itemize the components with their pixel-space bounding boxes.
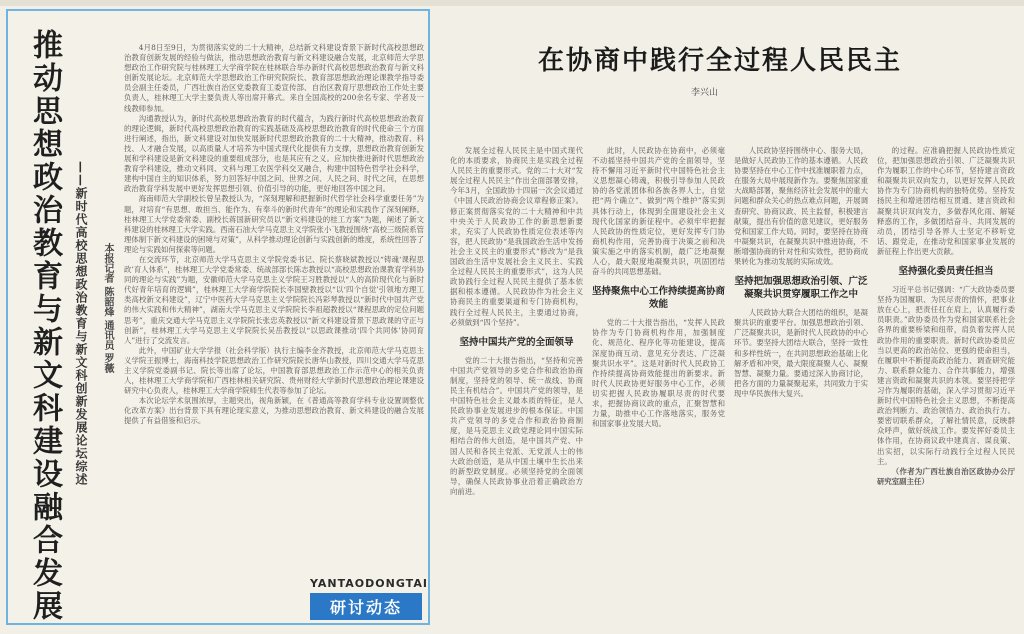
- forum-paragraph: 海南师范大学副校长曾呈教授认为，“深刻理解和把握新时代哲学社会科学重要任务”为题，对培育“有思想、敢担当、能作为、有奉斗的新时代青年”的理论和实践作了深刻阐释。桂林理工大学党委常委、副校长蒋国新研究员以“新文科建设的桂工方案”为题，阐述了新文科建设的桂林理工大学实践。西南石油大学马克思主义学院张小飞教授围绕“高校三级院系管理体制下新文科建设的困境与对策”，从科学推动理论创新与实践创新的维度，系统性回答了理论与实践如何探索等问题。: [124, 194, 424, 254]
- article-paragraph: 发展全过程人民民主是中国式现代化的本质要求，协商民主是实践全过程人民民主的重要形式。党的二十大对“发展全过程人民民主”作出全面部署安排，今年3月，全国政协十四届一次会议通过《中国人民政治协商会议章程修正案》。修正案贯彻落实党的二十大精神和中共中央关于人民政协工作的新思想新要求，充实了人民政协性质定位表述等内容，把人民政协“是我国政治生活中发扬社会主义民主的重要形式”修改为“是我国政治生活中发展社会主义民主、实践全过程人民民主的重要形式”，这为人民政协践行全过程人民民主提供了基本依据和根本遵循。人民政协作为社会主义协商民主的重要渠道和专门协商机构，践行全过程人民民主，主要通过协商，必须做到“四个坚持”。: [450, 146, 583, 327]
- reporter-byline: 本报记者 陈韶烽 通讯员 罗薇: [102, 243, 113, 374]
- article-paragraph: 习近平总书记强调：“广大政协委员要坚持为国履职、为民尽责的情怀，把事业放在心上，把责任扛在肩上，认真履行委员职责。”政协委员作为党和国家联系社会各界的重要桥梁和纽带，肩负着发挥人民政协作用的重要职责。新时代政协委员应当以更高的政治站位、更强的使命担当，在履职中不断提高政治能力、调查研究能力、联系群众能力、合作共事能力，增强建言资政和凝聚共识的本领。要坚持把学习作为履职的基础，深入学习贯彻习近平新时代中国特色社会主义思想，不断提高政治判断力、政治领悟力、政治执行力。要密切联系群众，了解社情民意，反映群众呼声，做好统战工作。要发挥好委员主体作用，在协商议政中建真言、谋良策、出实招，以实际行动践行全过程人民民主。: [877, 285, 1015, 466]
- article-paragraph: 人民政协大联合大团结的组织，是凝聚共识的重要平台。加强思想政治引领、广泛凝聚共识，是新时代人民政协的中心环节。要坚持大团结大联合，坚持一致性和多样性统一，在共同思想政治基础上化解矛盾和冲突，最大限度凝聚人心、凝聚智慧、凝聚力量。要通过深入协商讨论，把各方面的力量凝聚起来，共同致力于实现中华民族伟大复兴。: [734, 308, 868, 398]
- article-author: 李兴山: [691, 88, 719, 98]
- democracy-article: [436, 9, 1020, 625]
- article-paragraph: 的过程。应准确把握人民政协性质定位，把加强思想政治引领、广泛凝聚共识作为履职工作的中心环节，坚持建言资政和凝聚共识双向发力，以更好发挥人民政协作为专门协商机构的独特优势。坚持发扬民主和增进团结相互贯通、建言资政和凝聚共识双向发力，多做春风化雨、解疑释惑的工作，多做团结奋斗、共同发展的动员，团结引导各界人士坚定不移听党话、跟党走，在推动党和国家事业发展的新征程上作出更大贡献。: [877, 146, 1015, 256]
- article-paragraph: 人民政协坚持围绕中心、服务大局，是做好人民政协工作的基本遵循。人民政协要坚持在中心工作中找准履职着力点，在服务大局中展现新作为。要聚焦国家重大战略部署，聚焦经济社会发展中的重大问题和群众关心的热点难点问题，开展调查研究、协商议政、民主监督，积极建言献策，提出有价值的意见建议，更好服务党和国家工作大局。同时，要坚持在协商中凝聚共识，在凝聚共识中推进协商，不断增强协商的针对性和实效性，把协商成果转化为推动发展的实际成效。: [734, 146, 868, 267]
- forum-paragraph: 此外，中国矿业大学学报（社会科学版）执行主编李金齐教授，北京师范大学马克思主义学院王振博士，海南科技学院思想政治工作研究院院长唐华山教授，四川交通大学马克思主义学院党委副书记、院长等出席了论坛，中国教育部思想政治工作示范中心的相关负责人，桂林理工大学商学院和广西桂林相关研究院、贵州财经大学新时代思想政治理论课建设研究中心负责人，桂林理工大学商学院师生代表等参加了论坛。: [124, 345, 424, 396]
- forum-body: [124, 43, 428, 603]
- forum-paragraph: 本次论坛学术氛围浓厚，主题突出，视角新颖，在《普通高等教育学科专业设置调整优化改革方案》出台背景下具有理论现实意义，为推动思想政治教育、新文科建设的融合发展提供了有益借鉴和启示。: [124, 396, 424, 426]
- article-column-1: [450, 146, 583, 616]
- column-brand: [310, 577, 428, 621]
- section-heading-3: 坚持把加强思想政治引领、广泛凝聚共识贯穿履职工作之中: [734, 276, 868, 301]
- article-paragraph: 党的二十大报告指出，“坚持和完善中国共产党领导的多党合作和政治协商制度，坚持党的领导、统一战线、协商民主有机结合”。中国共产党的领导，是中国特色社会主义最本质的特征，是人民政协事业发展进步的根本保证。中国共产党领导的多党合作和政治协商制度，是马克思主义政党理论同中国实际相结合的伟大创造，是中国共产党、中国人民和各民主党派、无党派人士的伟大政治创造，是从中国土壤中生长出来的新型政党制度。必须坚持党的全面领导，确保人民政协事业沿着正确政治方向前进。: [450, 355, 583, 496]
- article-title: 在协商中践行全过程人民民主: [537, 46, 902, 76]
- forum-paragraph: 在交流环节，北京师范大学马克思主义学院党委书记、院长蔡晓斌教授以“铸魂‘课程思政’育人体系”，桂林理工大学党委常委、统战部部长陈志教授以“高校思想政治课教育学科协同的理论与实践”为题，安徽师范大学马克思主义学院王习胜教授以“人的高阶现代化与新时代好青年培育的逻辑”，桂林理工大学商学院院长李国壁教授以“以‘四个自觉’引领地方理工类高校新文科建设”，辽宁中医药大学马克思主义学院院长冯彩琴教授以“新时代中国共产党的伟大实践和伟大精神”，湖南大学马克思主义学院院长李祖超教授以“课程思政的定位问题思考”，重庆交通大学马克思主义学院院长张忠英教授以“新文科建设背景下思政课的守正与创新”，桂林理工大学马克思主义学院院长吴岳教授以“以思政课推动‘四个共同体’协同育人”进行了交流发言。: [124, 254, 424, 345]
- forum-title: 推动思想政治教育与新文科建设融合发展: [27, 29, 62, 623]
- forum-paragraph: 4月8日至9日，为贯彻落实党的二十大精神，总结新文科建设背景下新时代高校思想政治教育创新发展的经验与做法，推动思想政治教育与新文科建设融合发展，北京师范大学思想政治工作研究院与桂林理工大学商学院在桂林联合举办新时代高校思想政治教育与新文科创新发展论坛。北京师范大学思想政治工作研究院院长、教育部思想政治理论课教学指导委员会副主任委员，广西壮族自治区党委教育工委宣传部、自治区教育厅思想政治工作处主要负责人，桂林理工大学主要负责人等出席开幕式。来自全国高校的200余名专家、学者及一线教师参加。: [124, 43, 424, 113]
- section-heading-4: 坚持强化委员责任担当: [898, 266, 994, 278]
- column-brand-en: YANTAODONGTAI: [310, 577, 428, 590]
- author-signature: （作者为广西壮族自治区政协办公厅研究室副主任）: [877, 466, 1015, 486]
- forum-review-panel: [6, 9, 430, 625]
- forum-subtitle: ——新时代高校思想政治教育与新文科创新发展论坛综述: [74, 161, 88, 486]
- article-paragraph: 此时，人民政协在协商中，必须毫不动摇坚持中国共产党的全面领导，坚持不懈用习近平新时代中国特色社会主义思想凝心铸魂，积极引导参加人民政协的各党派团体和各族各界人士，自觉把“两个确立”、做到“两个维护”落实到具体行动上，体现到全面建设社会主义现代化国家的新征程中。必须牢牢把握人民政协的性质定位，更好发挥专门协商机构作用，完善协商于决策之前和决策实施之中的落实机制，最广泛地凝聚人心，最大限度地凝聚共识，巩固团结奋斗的共同思想基础。: [592, 146, 725, 277]
- forum-paragraph: 沟通教授认为，新时代高校思想政治教育的时代蕴含，为践行新时代高校思想政治教育的理论逻辑，新时代高校思想政治教育的实践基础及高校思想政治教育的时代使命三个方面进行阐述，指出，新文科建设对加快发展新时代思想政治教育的二十大精神，推动教育、科技、人才融合发展，以高质量人才培养为中国式现代化提供有力支撑，思想政治教育创新发展和学科建设是新文科建设的重要组成部分，也是其应有之义。应加快推进新时代思想政治教育学科建设，推动文科同、文科与理工农医学科交叉融合，构建中国特色哲学社会科学，建构中国自主的知识体系，努力回答好中国之问、世界之问、人民之问、时代之问，在思想政治教育学科发展中更好发挥思想引领、价值引导的功能，更好地回答中国之问。: [124, 113, 424, 194]
- column-brand-zh: 研讨动态: [310, 593, 422, 620]
- section-heading-1: 坚持中国共产党的全面领导: [459, 336, 574, 348]
- top-strip: [0, 0, 1024, 6]
- article-paragraph: 党的二十大报告指出，“发挥人民政协作为专门协商机构作用，加强制度化、规范化、程序化等功能建设，提高深度协商互动、意见充分表达、广泛凝聚共识水平”。这是对新时代人民政协工作持续提高协商效能提出的新要求。新时代人民政协更好服务中心工作，必须切实把握人民政协履职尽责的时代要求，把握协商议政的重点，汇聚智慧和力量，助推中心工作落地落实，服务党和国家事业发展大局。: [592, 318, 725, 429]
- section-heading-2: 坚持聚焦中心工作持续提高协商效能: [592, 286, 725, 311]
- article-column-4: [877, 146, 1015, 616]
- article-column-2: [592, 146, 725, 616]
- article-column-3: [734, 146, 868, 616]
